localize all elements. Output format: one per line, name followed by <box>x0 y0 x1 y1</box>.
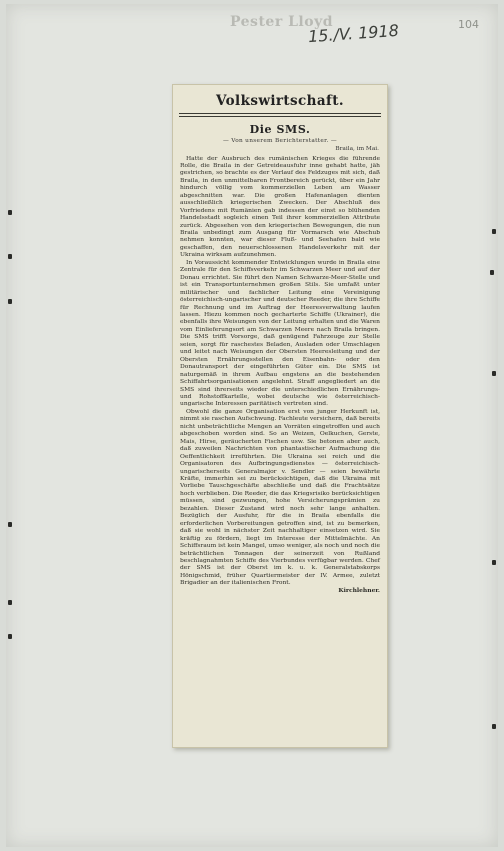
punch-hole-mark <box>492 724 496 729</box>
byline: — Von unserem Berichterstatter. — <box>223 137 337 144</box>
punch-hole-mark <box>492 229 496 234</box>
dateline: Braila, im Mai. <box>335 145 379 152</box>
page-number: 104 <box>458 18 479 31</box>
paragraph: Obwohl die ganze Organisation erst von junger Herkunft ist, nimmt sie raschen Aufschwung. Fachleute versichern, daß bereits nicht unbeträchtliche Mengen an Vorräten eingetroffen und auch abgeschoben worden sind. So an Weizen, Oelkuchen, Gerste, Mais, Hirse, geräucherten Fischen usw. Sie betonen aber auch, daß zuweilen Nachrichten von phantastischer Aufmachung die Oeffentlichkeit irreführten. Die Ukraina sei reich und die Organisatoren des Aufbringungsdienstes — österreichisch-ungarischerseits Generalmajor v. Sendler — seien bewährte Kräfte, immerhin sei zu berücksichtigen, daß die Ukraina mit Vorliebe Tauschgeschäfte abschließe und daß die Frachtsätze hoch verblieben. Die Reeder, die das Kriegsrisiko berücksichtigen müssen, sind gezwungen, hohe Versicherungsprämien zu bezahlen. Dieser Zustand wird noch sehr lange anhalten. Bezüglich der Ausfuhr, für die in Braila ebenfalls die erforderlichen Vorbereitungen getroffen sind, ist zu bemerken, daß sie wohl in nächster Zeit nachhaltiger einsetzen wird. Sie kräftig zu fördern, liegt im Interesse der Mittelmächte. An Schiffsraum ist kein Mangel, umso weniger, als noch und noch die beträchtlichen Tonnagen der seinerzeit von Rußland beschlagnahmten Schiffe des Vierbundes verfügbar werden. Chef der SMS ist der Oberst im k. u. k. Generalstabskorps Hönigschmid, früher Quartiermeister der IV. Armee, zuletzt Brigadier an der italienischen Front. <box>180 407 380 587</box>
newspaper-clipping <box>172 84 388 748</box>
handwritten-date: 15./V. 1918 <box>307 20 400 47</box>
paragraph: Hatte der Ausbruch des rumänischen Krieges die führende Rolle, die Braila in der Getreideausfuhr inne gehabt hatte, jäh gestrichen, so brachte es der Verlauf des Feldzuges mit sich, daß Braila, in den unmittelbaren Frontbereich gerückt, über ein Jahr hindurch völlig vom kommerziellen Leben am Wasser abgeschnitten war. Die großen Hafenanlagen dienten ausschließlich kriegerischen Zwecken. Der Abschluß des Vorfriedens mit Rumänien gab indessen der einst so blühenden Handelsstadt sogleich einen Teil ihrer kommerziellen Attribute zurück. Abgesehen von den kriegerischen Bewegungen, die nun Braila unbedingt zum Ausgang für Vormarsch wie Abschub nehmen konnten, war dieser Fluß- und Seehafen bald wie geschaffen, den neuerschlossenen Handelsverkehr mit der Ukraina wirksam aufzunehmen. <box>180 154 380 259</box>
punch-hole-mark <box>8 634 12 639</box>
article-title: Die SMS. <box>249 122 311 136</box>
paragraph: In Voraussicht kommender Entwicklungen wurde in Braila eine Zentrale für den Schiffsverkehr im Schwarzen Meer und auf der Donau errichtet. Sie führt den Namen Schwarze-Meer-Stelle und ist ein Transportunternehmen großen Stils. Sie umfaßt unter militärischer und fachlicher Leitung eine Vereinigung österreichisch-ungarischer und deutscher Reeder, die ihre Schiffe für Rechnung und im Auftrag der Heeresverwaltung laufen lassen. Hiezu kommen noch gecharterte Schiffe (Ukrainer), die ebenfalls ihre Weisungen von der Leitung erhalten und die Waren vom Einlieferungsort am Schwarzen Meere nach Braila bringen. Die SMS trifft Vorsorge, daß genügend Fahrzeuge zur Stelle seien, sorgt für raschestes Beladen, Ausladen oder Umschlagen und leitet nach Weisungen der Obersten Heeresleitung und der Obersten Ernährungsstellen den Eisenbahn- oder den Donautransport der eingeführten Güter ein. Die SMS ist naturgemäß in ihrem Aufbau engstens an die bestehenden Schiffahrtsorganisationen angelehnt. Straff angegliedert an die SMS sind ihrerseits wieder die unterschiedlichen Ernährungs- und Rohstoffkartelle, wobei deutsche wie österreichisch-ungarische Interessen paritätisch vertreten sind. <box>180 258 380 408</box>
archive-sheet <box>6 4 498 847</box>
punch-hole-mark <box>492 371 496 376</box>
punch-hole-mark <box>8 600 12 605</box>
article-body <box>180 155 380 595</box>
punch-hole-mark <box>492 560 496 565</box>
punch-hole-mark <box>8 254 12 259</box>
punch-hole-mark <box>8 299 12 304</box>
author-signature: Kirchlehner. <box>338 586 380 594</box>
section-heading: Volkswirtschaft. <box>216 93 344 109</box>
punch-hole-mark <box>8 522 12 527</box>
newspaper-stamp: Pester Lloyd <box>230 14 333 30</box>
punch-hole-mark <box>8 210 12 215</box>
heading-rule <box>179 113 381 114</box>
punch-hole-mark <box>490 270 494 275</box>
heading-rule <box>179 116 381 117</box>
